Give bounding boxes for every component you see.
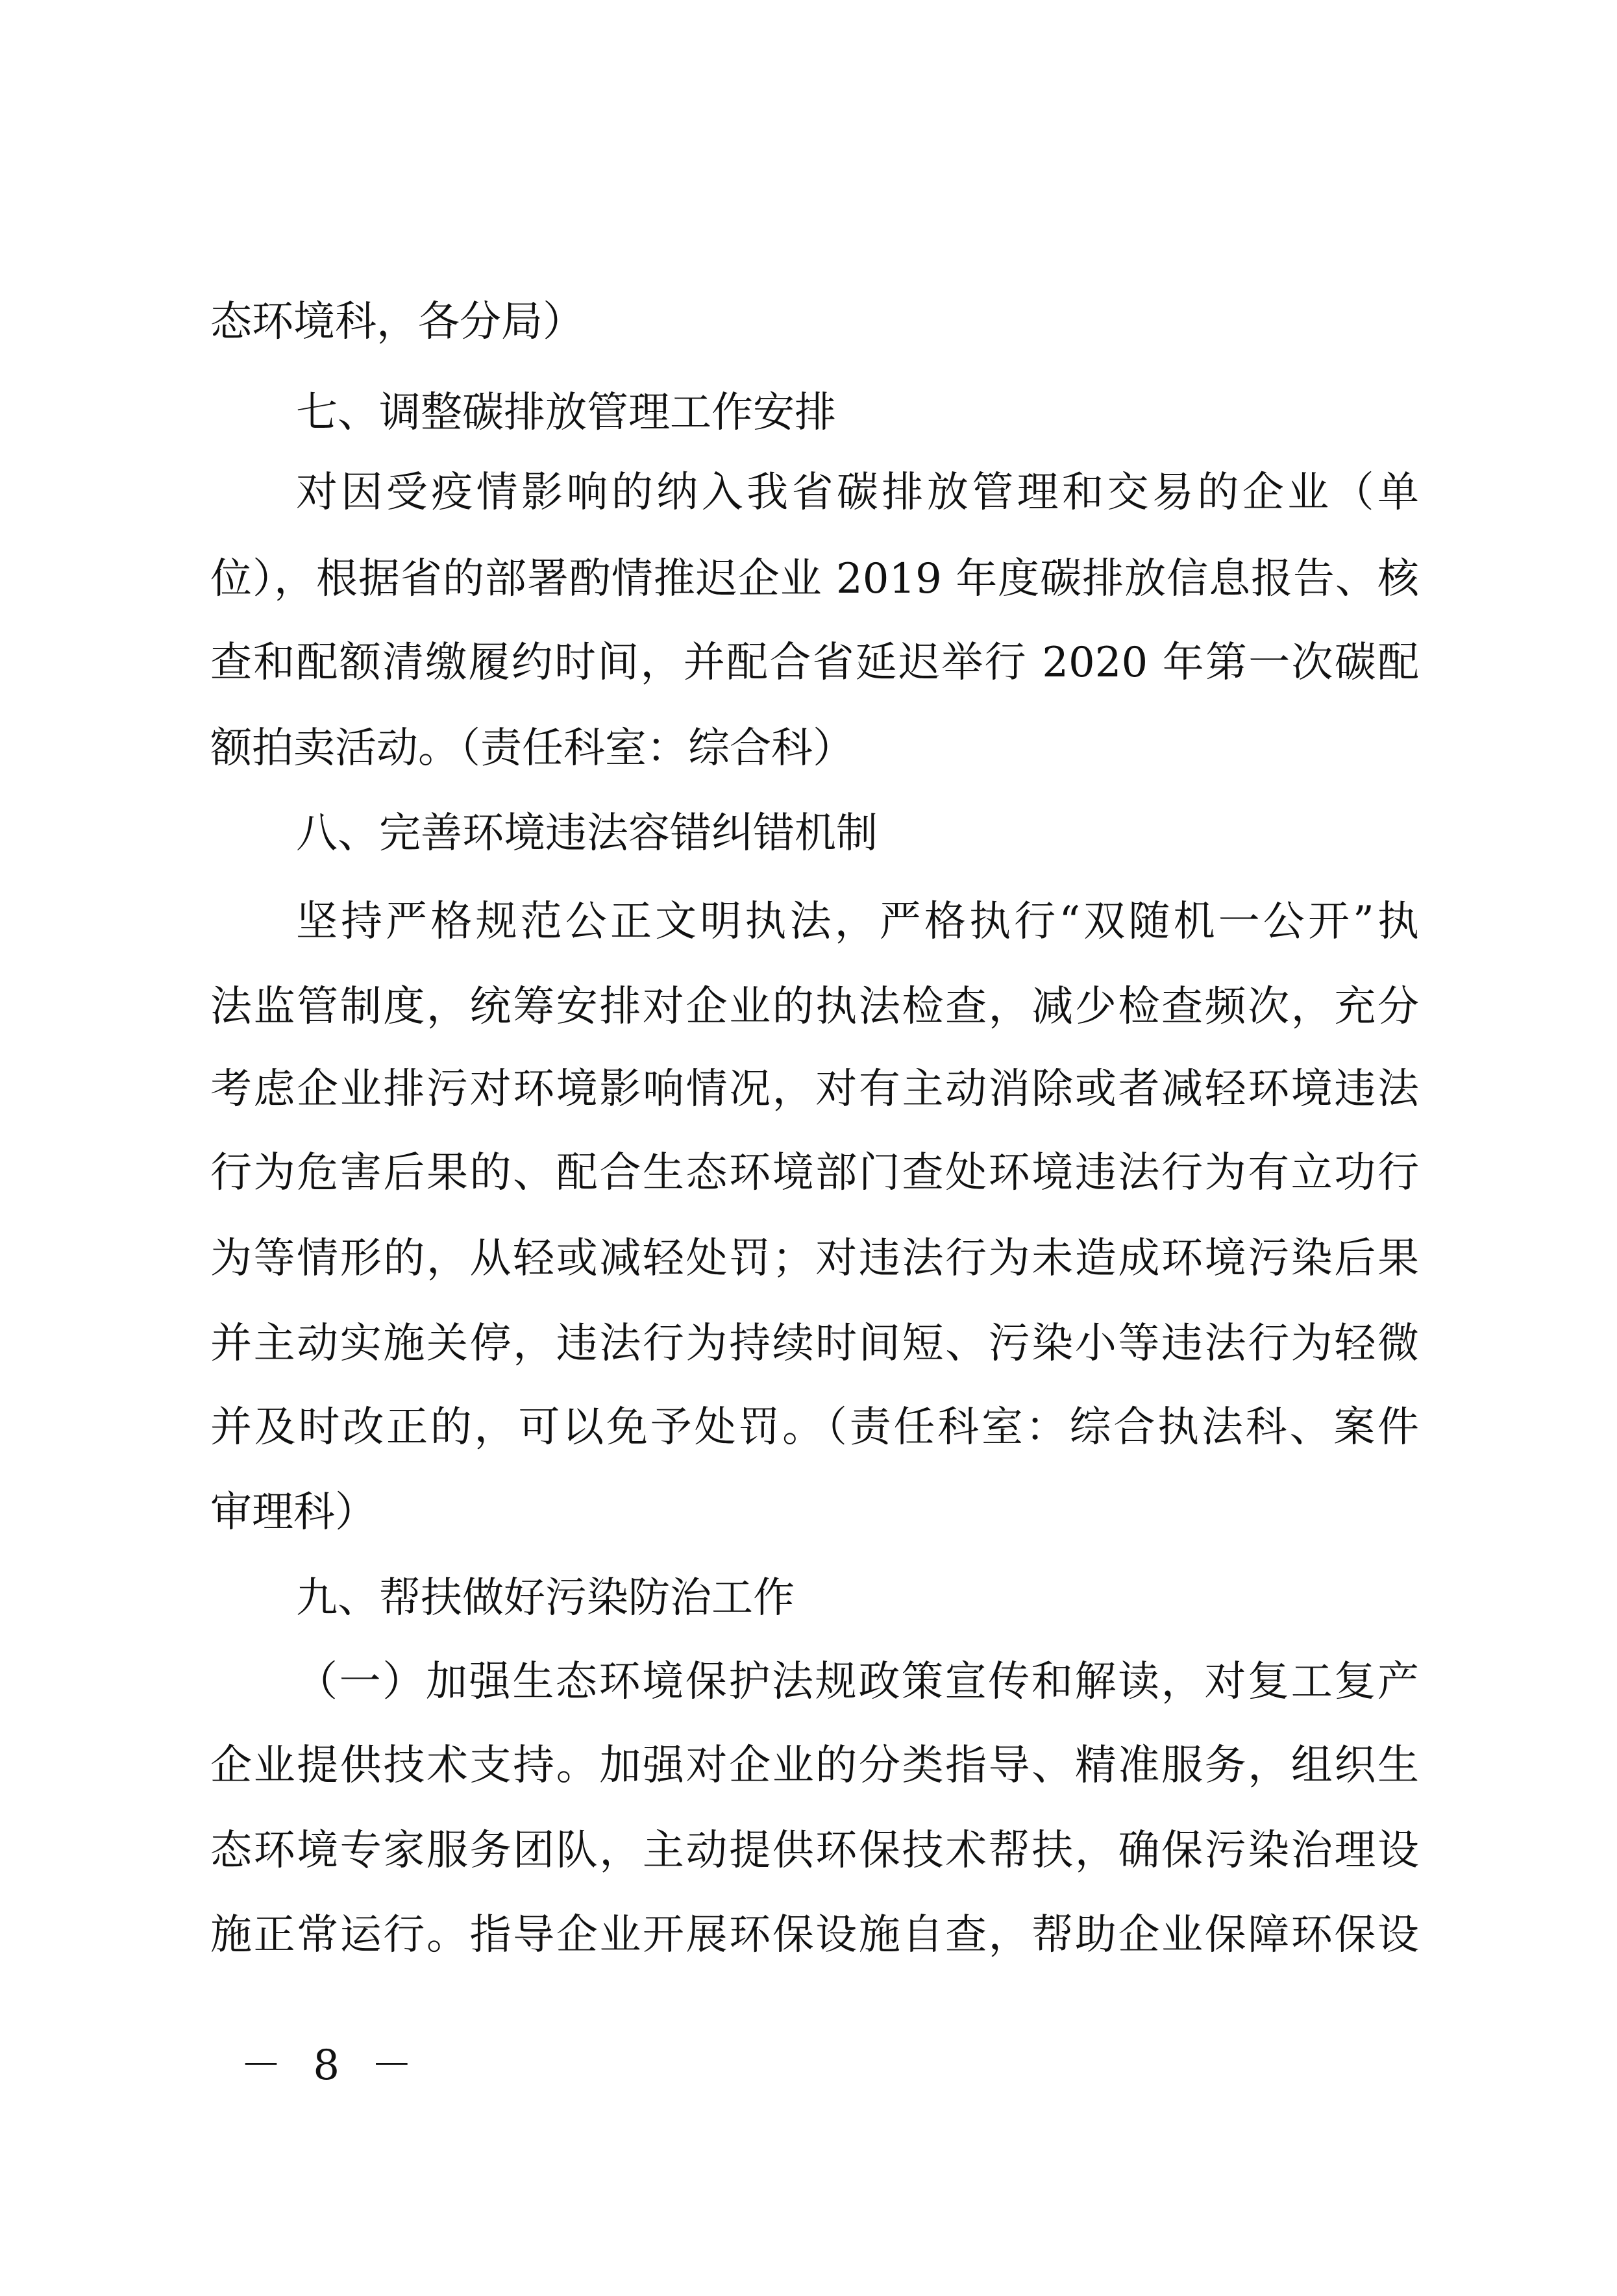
text-line <box>210 980 1419 1034</box>
text-line <box>210 295 1419 349</box>
bold-text: 七、调整碳排放管理工作安排 <box>296 389 836 437</box>
text-line <box>210 1738 1419 1793</box>
text-line <box>210 895 1419 949</box>
text-line <box>210 1316 1419 1371</box>
body-text: 查和配额清缴履约时间，并配合省延迟举行 2020 年第一次碳配 <box>210 639 1419 687</box>
body-text: 态环境专家服务团队，主动提供环保技术帮扶，确保污染治理设 <box>210 1827 1419 1875</box>
body-text: 法监管制度，统筹安排对企业的执法检查，减少检查频次，充分 <box>210 983 1419 1031</box>
body-text: 施正常运行。指导企业开展环保设施自查，帮助企业保障环保设 <box>210 1911 1419 1959</box>
text-line <box>210 1823 1419 1878</box>
text-line <box>210 552 1419 606</box>
text-line <box>210 1655 1419 1709</box>
bold-text: 态环境科，各分局） <box>210 298 584 346</box>
text-line <box>210 1485 1419 1540</box>
text-line <box>210 1146 1419 1200</box>
text-line <box>210 1062 1419 1117</box>
section-heading <box>210 806 1419 861</box>
body-text: 位），根据省的部署酌情推迟企业 2019 年度碳排放信息报告、核 <box>210 555 1419 603</box>
bold-text: 九、帮扶做好污染防治工作 <box>296 1574 795 1622</box>
bold-text: 八、完善环境违法容错纠错机制 <box>296 809 878 858</box>
section-heading <box>210 1571 1419 1625</box>
body-text: 对因受疫情影响的纳入我省碳排放管理和交易的企业（单 <box>296 469 1419 517</box>
text-line <box>210 1231 1419 1286</box>
body-text: 额拍卖活动。 <box>210 724 460 772</box>
body-text: 并及时改正的，可以免予处罚。 <box>210 1403 826 1451</box>
body-text: （一）加强生态环境保护法规政策宣传和解读，对复工复产 <box>296 1658 1419 1706</box>
body-text: 并主动实施关停，违法行为持续时间短、污染小等违法行为轻微 <box>210 1320 1419 1368</box>
body-text: 为等情形的，从轻或减轻处罚；对违法行为未造成环境污染后果 <box>210 1235 1419 1283</box>
bold-text: 审理科） <box>210 1488 376 1537</box>
text-line <box>210 721 1419 776</box>
page-number: － 8 － <box>240 2042 422 2090</box>
body-text: 考虑企业排污对环境影响情况，对有主动消除或者减轻环境违法 <box>210 1065 1419 1113</box>
text-line <box>210 1400 1419 1455</box>
text-line <box>210 636 1419 690</box>
text-line <box>210 1908 1419 1962</box>
bold-text: （责任科室：综合科） <box>460 724 854 772</box>
body-text: 企业提供技术支持。加强对企业的分类指导、精准服务，组织生 <box>210 1742 1419 1790</box>
body-text: 行为危害后果的、配合生态环境部门查处环境违法行为有立功行 <box>210 1149 1419 1197</box>
section-heading <box>210 386 1419 440</box>
body-text: 坚持严格规范公正文明执法，严格执行“双随机一公开”执 <box>296 898 1419 946</box>
text-line <box>210 465 1419 520</box>
bold-text: （责任科室：综合执法科、案件 <box>826 1403 1420 1451</box>
